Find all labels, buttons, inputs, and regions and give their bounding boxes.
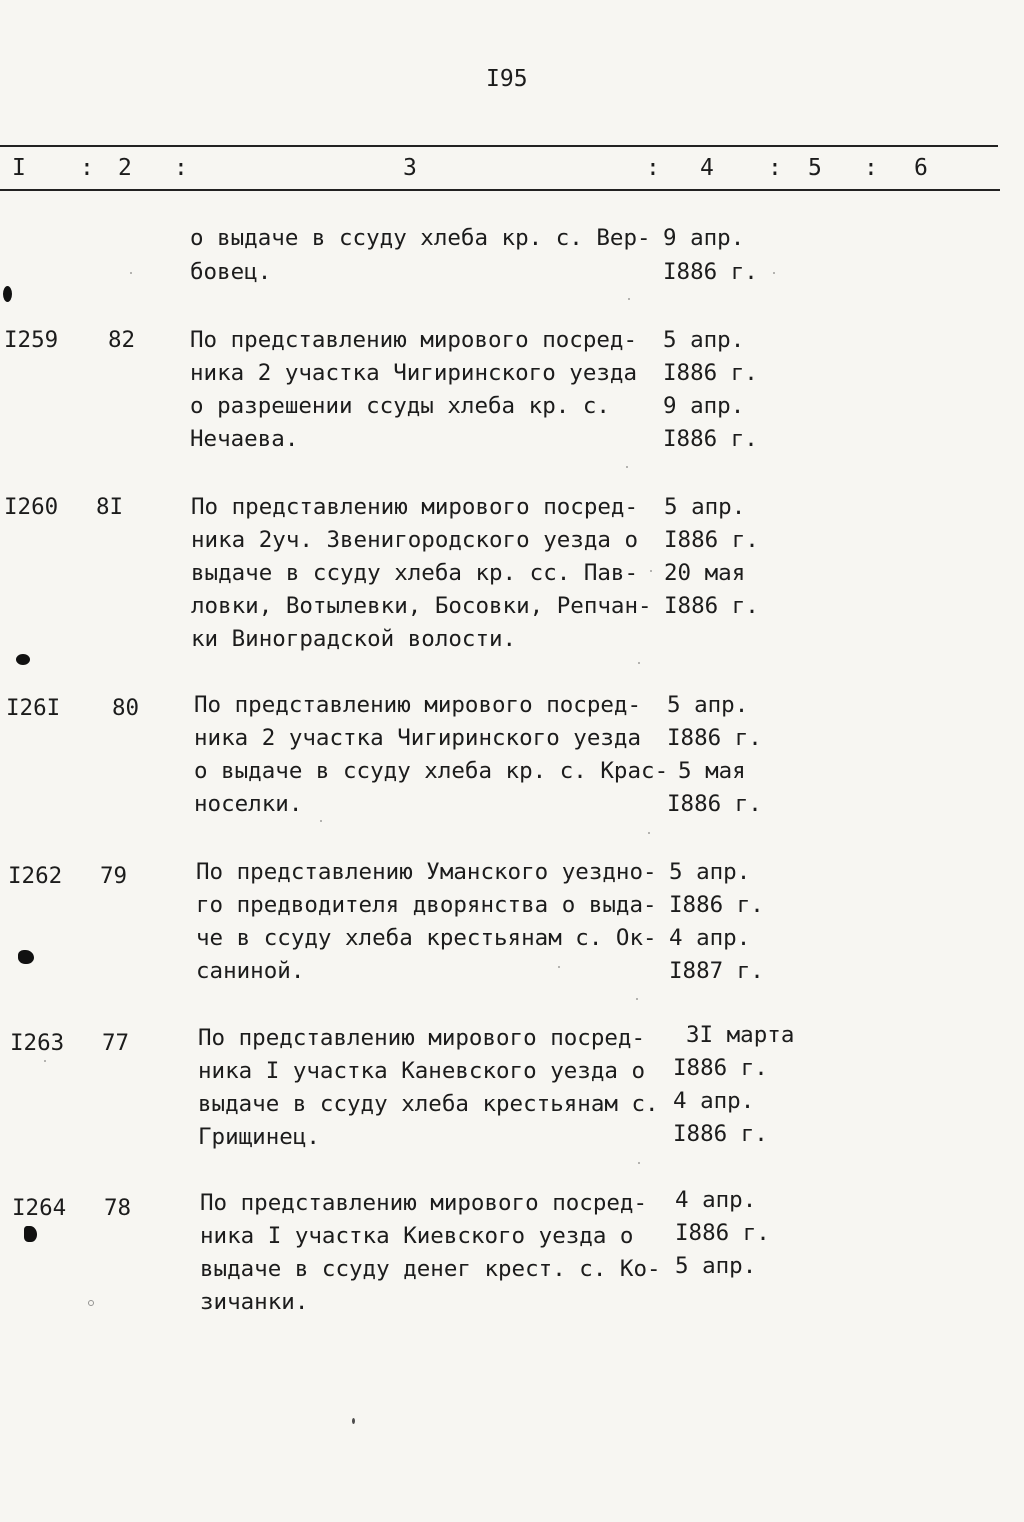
entry-text-line: По представлению мирового посред- [190, 327, 638, 353]
scan-speck [628, 298, 630, 300]
entry-date: 5 апр. [663, 327, 745, 353]
entry-text-line: го предводителя дворянства о выда- [196, 892, 657, 918]
entry-text-line: зичанки. [200, 1289, 309, 1315]
entry-number: 8I [96, 494, 124, 520]
entry-date: 4 апр. [669, 925, 751, 951]
page-number: I95 [486, 66, 528, 92]
entry-text-line: о выдаче в ссуду хлеба кр. с. Вер- [190, 225, 651, 251]
entry-date: 4 апр. [673, 1088, 755, 1114]
entry-date: I886 г. [675, 1220, 770, 1246]
scan-speck [636, 998, 638, 1000]
scan-speck [650, 570, 652, 572]
entry-date: I886 г. [663, 426, 758, 452]
entry-text-line: ки Виноградской волости. [191, 626, 517, 652]
scan-speck [558, 966, 560, 968]
entry-date: I886 г. [663, 360, 758, 386]
entry-date: 5 апр. [667, 692, 749, 718]
entry-text-line: По представлению мирового посред- [194, 692, 642, 718]
entry-number: 80 [112, 695, 140, 721]
entry-id: I264 [12, 1195, 67, 1221]
scan-speck [320, 820, 322, 822]
scan-speck [773, 272, 775, 274]
entry-text-line: выдаче в ссуду хлеба крестьянам с. [198, 1091, 659, 1117]
entry-date: I886 г. [667, 725, 762, 751]
scan-speck [130, 272, 132, 274]
entry-date: I886 г. [664, 527, 759, 553]
entry-text-line: о разрешении ссуды хлеба кр. с. [190, 393, 610, 419]
entry-date: I886 г. [673, 1055, 768, 1081]
scan-speck [648, 832, 650, 834]
scan-speck [638, 662, 640, 664]
entry-text-line: По представлению Уманского уездно- [196, 859, 657, 885]
scan-speck [352, 1418, 355, 1424]
entry-id: I263 [10, 1030, 65, 1056]
entry-text-line: о выдаче в ссуду хлеба кр. с. Крас- [194, 758, 669, 784]
header-separator: : [768, 155, 782, 181]
entry-date: I886 г. [663, 259, 758, 285]
entry-text-line: Нечаева. [190, 426, 299, 452]
entry-id: I26I [6, 695, 61, 721]
entry-date: I886 г. [667, 791, 762, 817]
scan-speck [44, 1060, 46, 1062]
entry-date: 9 апр. [663, 225, 745, 251]
entry-date: 5 апр. [669, 859, 751, 885]
ink-blot-mark [24, 1226, 37, 1242]
header-col-3: 3 [403, 155, 417, 181]
scan-speck [88, 1300, 94, 1306]
ink-blot-mark [18, 950, 34, 964]
entry-date: I886 г. [664, 593, 759, 619]
entry-number: 79 [100, 863, 128, 889]
scan-speck [626, 466, 628, 468]
entry-text-line: По представлению мирового посред- [191, 494, 639, 520]
header-separator: : [80, 155, 94, 181]
entry-text-line: носелки. [194, 791, 303, 817]
entry-text-line: саниной. [196, 958, 305, 984]
entry-date: 9 апр. [663, 393, 745, 419]
entry-text-line: Грищинец. [198, 1124, 320, 1150]
entry-number: 77 [102, 1030, 130, 1056]
entry-id: I262 [8, 863, 63, 889]
entry-date: I886 г. [673, 1121, 768, 1147]
header-col-2: 2 [118, 155, 132, 181]
header-col-5: 5 [808, 155, 822, 181]
header-separator: : [646, 155, 660, 181]
entry-date: 5 апр. [664, 494, 746, 520]
entry-text-line: ника I участка Киевского уезда о [200, 1223, 634, 1249]
entry-text-line: ника 2уч. Звенигородского уезда о [191, 527, 639, 553]
entry-text-line: бовец. [190, 259, 272, 285]
table-header-bottom-rule [0, 189, 1000, 191]
entry-date: I887 г. [669, 958, 764, 984]
entry-id: I259 [4, 327, 59, 353]
ink-blot-mark [16, 654, 30, 665]
entry-text-line: ника 2 участка Чигиринского уезда [190, 360, 638, 386]
entry-date: 5 мая [678, 758, 746, 784]
entry-text-line: че в ссуду хлеба крестьянам с. Ок- [196, 925, 657, 951]
entry-date: 3I марта [686, 1022, 795, 1048]
entry-text-line: выдаче в ссуду денег крест. с. Ко- [200, 1256, 661, 1282]
entry-date: 4 апр. [675, 1187, 757, 1213]
entry-text-line: выдаче в ссуду хлеба кр. сс. Пав- [191, 560, 639, 586]
table-header-top-rule [0, 145, 998, 147]
entry-text-line: ловки, Вотылевки, Босовки, Репчан- [191, 593, 652, 619]
entry-number: 78 [104, 1195, 132, 1221]
entry-date: I886 г. [669, 892, 764, 918]
entry-id: I260 [4, 494, 59, 520]
scan-speck [638, 1162, 640, 1164]
header-separator: : [174, 155, 188, 181]
header-separator: : [864, 155, 878, 181]
header-col-1: I [12, 155, 26, 181]
entry-text-line: ника I участка Каневского уезда о [198, 1058, 646, 1084]
entry-date: 20 мая [664, 560, 746, 586]
ink-blot-mark [3, 286, 12, 302]
header-col-6: 6 [914, 155, 928, 181]
entry-number: 82 [108, 327, 136, 353]
entry-text-line: ника 2 участка Чигиринского уезда [194, 725, 642, 751]
entry-text-line: По представлению мирового посред- [200, 1190, 648, 1216]
entry-date: 5 апр. [675, 1253, 757, 1279]
header-col-4: 4 [700, 155, 714, 181]
entry-text-line: По представлению мирового посред- [198, 1025, 646, 1051]
